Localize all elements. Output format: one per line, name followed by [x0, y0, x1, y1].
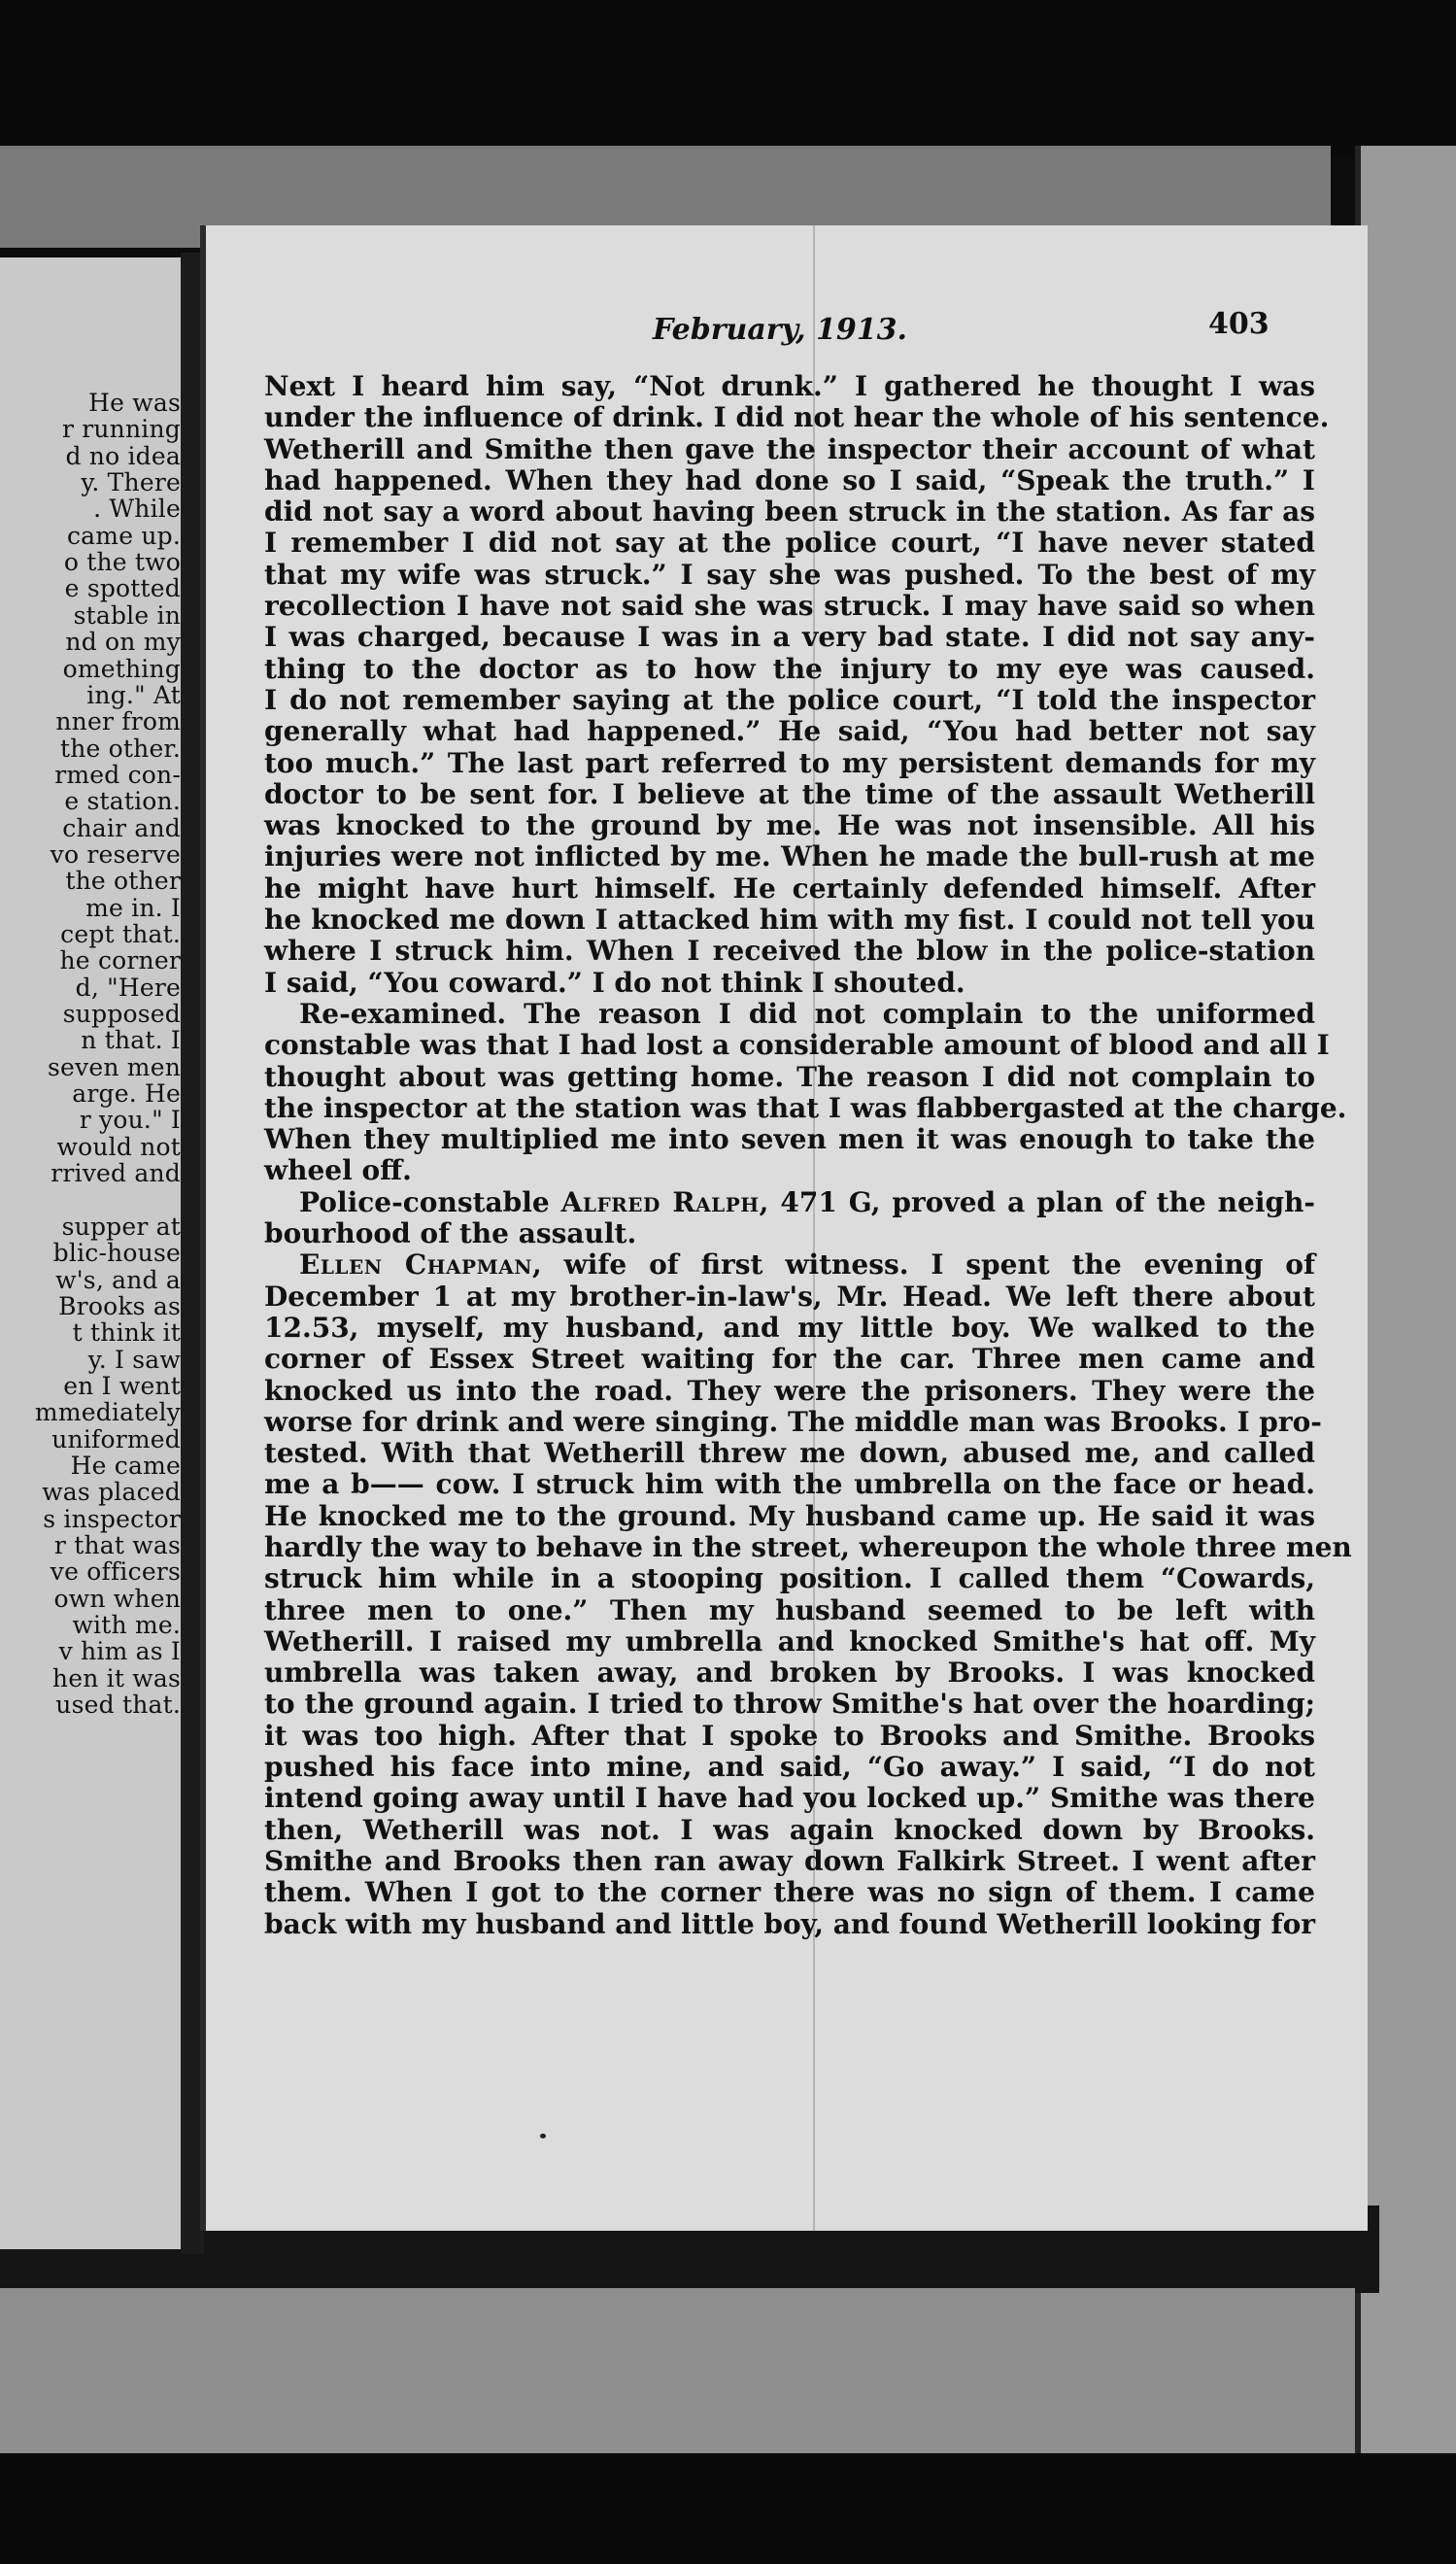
text-line: had happened. When they had done so I said, “Speak the truth.” I — [264, 463, 1315, 496]
left-page-line: stable in — [73, 600, 181, 630]
text-line: I said, “You coward.” I do not think I shouted. — [264, 966, 965, 999]
text-line: me a b—— cow. I struck him with the umbrella on the face or head. — [264, 1468, 1315, 1501]
text-line: hardly the way to behave in the street, whereupon the whole three men — [264, 1530, 1352, 1563]
text-line: Re-examined. The reason I did not complain to the uniformed — [299, 997, 1315, 1030]
left-page-line: ing." At — [86, 680, 181, 709]
page-header — [206, 307, 1368, 352]
text-line: pushed his face into mine, and said, “Go away.” I said, “I do not — [264, 1751, 1315, 1784]
text-line: I do not remember saying at the police court, “I told the inspector — [264, 683, 1315, 716]
left-page-line: en I went — [63, 1371, 181, 1400]
left-page-line: blic-house — [52, 1239, 181, 1268]
text-line: knocked us into the road. They were the prisoners. They were the — [264, 1374, 1315, 1407]
bottom-background — [0, 2453, 1456, 2564]
text-line: 12.53, myself, my husband, and my little boy. We walked to the — [264, 1311, 1315, 1344]
bottom-board — [0, 2288, 1355, 2453]
ink-speck — [540, 2134, 546, 2138]
paragraph-4 — [264, 1248, 1352, 1940]
left-page-line: d, "Here — [75, 973, 181, 1002]
left-page-line: with me. — [72, 1611, 181, 1640]
left-page-line: r running — [61, 415, 181, 444]
text-line: doctor to be sent for. I believe at the time of the assault Wetherill — [264, 777, 1315, 810]
text-run: Police-constable — [299, 1185, 561, 1218]
witness-name: Ellen Chapman — [299, 1248, 533, 1282]
left-page-line: y. I saw — [87, 1345, 181, 1374]
text-line: umbrella was taken away, and broken by Brooks. I was knocked — [264, 1657, 1315, 1690]
text-line: Next I heard him say, “Not drunk.” I gathered he thought I was — [264, 370, 1315, 402]
left-page-line: o the two — [63, 548, 181, 577]
text-line: to the ground again. I tried to throw Smithe's hat over the hoarding; — [264, 1688, 1315, 1721]
page-number: 403 — [1208, 307, 1270, 341]
left-page-line: the other. — [59, 734, 181, 763]
left-page-line: He came — [70, 1452, 181, 1480]
text-line: generally what had happened.” He said, “You had better not say — [264, 715, 1315, 748]
right-page — [200, 225, 1368, 2231]
text-line: he might have hurt himself. He certainly defended himself. After — [264, 872, 1315, 905]
left-page-line: vo reserve — [50, 839, 181, 869]
left-page-line: would not — [56, 1132, 181, 1161]
left-page-line: ve officers — [50, 1557, 181, 1587]
left-page-line: supposed — [62, 1000, 181, 1029]
text-line: injuries were not inflicted by me. When he made the bull-rush at me — [264, 840, 1315, 873]
left-page-line: . While — [93, 495, 181, 524]
left-page-line: r that was — [53, 1531, 181, 1560]
text-line: intend going away until I have had you locked up.” Smithe was there — [264, 1782, 1315, 1815]
paragraph-3 — [264, 1187, 1315, 1250]
body-text — [264, 370, 1352, 1940]
text-line: Wetherill. I raised my umbrella and knocked Smithe's hat off. My — [264, 1624, 1315, 1658]
text-line: thing to the doctor as to how the injury to my eye was caused. — [264, 652, 1315, 685]
left-page-line: used that. — [55, 1691, 181, 1720]
text-run: , 471 G, proved a plan of the neigh- — [759, 1185, 1316, 1218]
text-line: bourhood of the assault. — [264, 1217, 637, 1250]
text-line: recollection I have not said she was struck. I may have said so when — [264, 590, 1315, 623]
left-page-line: r you." I — [79, 1106, 181, 1135]
left-page-line: v him as I — [58, 1637, 181, 1666]
text-line — [264, 1187, 1315, 1218]
left-page-line: t think it — [72, 1318, 181, 1348]
left-page-line: arge. He — [72, 1079, 181, 1109]
right-board — [1355, 146, 1456, 2458]
text-line: corner of Essex Street waiting for the car. Three men came and — [264, 1343, 1315, 1376]
text-line: tested. With that Wetherill threw me down, abused me, and called — [264, 1437, 1315, 1470]
text-line: thought about was getting home. The reason I did not complain to — [264, 1060, 1315, 1093]
left-page-line: seven men — [48, 1052, 181, 1081]
text-line: back with my husband and little boy, and found Wetherill looking for — [264, 1907, 1315, 1940]
left-page-line: supper at — [61, 1212, 181, 1241]
left-page — [0, 257, 198, 2249]
text-line — [264, 1249, 1315, 1281]
left-page-line: e station. — [64, 787, 181, 816]
text-line: where I struck him. When I received the blow in the police-station — [264, 935, 1315, 968]
left-page-line: the other — [65, 867, 181, 896]
left-page-line: cept that. — [60, 920, 181, 948]
text-line: that my wife was struck.” I say she was pushed. To the best of my — [264, 558, 1315, 591]
text-line: under the influence of drink. I did not hear the whole of his sentence. — [264, 401, 1330, 434]
left-page-line: He was — [88, 389, 181, 417]
top-background — [0, 0, 1456, 155]
left-page-line: y. There — [81, 468, 181, 497]
text-line: December 1 at my brother-in-law's, Mr. Head. We left there about — [264, 1280, 1315, 1313]
text-line: When they multiplied me into seven men it was enough to take the — [264, 1123, 1315, 1156]
text-line: them. When I got to the corner there was no sign of them. I came — [264, 1876, 1315, 1909]
left-page-line: rrived and — [51, 1159, 181, 1188]
text-run: , wife of first witness. I spent the evening of — [532, 1248, 1315, 1282]
left-page-line: came up. — [66, 521, 181, 550]
left-page-line: d no idea — [65, 441, 181, 470]
text-line: then, Wetherill was not. I was again knocked down by Brooks. — [264, 1813, 1315, 1846]
left-page-line: nner from — [55, 707, 181, 736]
left-page-line: uniformed — [51, 1424, 181, 1453]
text-line: worse for drink and were singing. The middle man was Brooks. I pro- — [264, 1405, 1322, 1438]
text-line: I was charged, because I was in a very bad state. I did not say any- — [264, 621, 1315, 654]
text-line: did not say a word about having been struck in the station. As far as — [264, 496, 1315, 529]
left-page-line: own when — [53, 1584, 181, 1613]
text-line: the inspector at the station was that I was flabbergasted at the charge. — [264, 1091, 1347, 1124]
left-page-line: s inspector — [43, 1504, 181, 1533]
text-line: three men to one.” Then my husband seemed to be left with — [264, 1593, 1315, 1626]
left-page-line: w's, and a — [55, 1265, 181, 1294]
text-line: Wetherill and Smithe then gave the inspector their account of what — [264, 432, 1315, 465]
text-line: too much.” The last part referred to my persistent demands for my — [264, 746, 1315, 779]
witness-name: Alfred Ralph — [560, 1185, 760, 1218]
left-page-line: he corner — [59, 946, 181, 975]
text-line: was knocked to the ground by me. He was not insensible. All his — [264, 809, 1315, 842]
text-line: he knocked me down I attacked him with my fist. I could not tell you — [264, 904, 1315, 937]
text-line: Smithe and Brooks then ran away down Falkirk Street. I went after — [264, 1844, 1315, 1877]
text-line: it was too high. After that I spoke to Brooks and Smithe. Brooks — [264, 1719, 1315, 1752]
running-head: February, 1913. — [653, 313, 907, 347]
left-page-line: mmediately — [34, 1398, 181, 1427]
left-page-line: rmed con- — [54, 760, 181, 789]
left-page-line: me in. I — [85, 893, 181, 922]
text-line: He knocked me to the ground. My husband came up. He said it was — [264, 1499, 1315, 1532]
paragraph-1 — [264, 370, 1330, 999]
text-line: I remember I did not say at the police court, “I have never stated — [264, 527, 1315, 560]
text-line: constable was that I had lost a considerable amount of blood and all I — [264, 1029, 1330, 1062]
text-line: wheel off. — [264, 1154, 412, 1187]
left-page-line: omething — [62, 654, 181, 683]
left-page-line: nd on my — [65, 628, 181, 657]
text-line: struck him while in a stooping position. I called them “Cowards, — [264, 1562, 1315, 1595]
paragraph-2 — [264, 997, 1347, 1187]
left-page-line: e spotted — [64, 574, 181, 603]
left-page-line: hen it was — [51, 1663, 181, 1692]
left-page-line: chair and — [62, 813, 181, 842]
left-page-line: was placed — [42, 1478, 181, 1507]
left-page-line: Brooks as — [58, 1291, 181, 1320]
left-page-line: n that. I — [81, 1026, 181, 1055]
